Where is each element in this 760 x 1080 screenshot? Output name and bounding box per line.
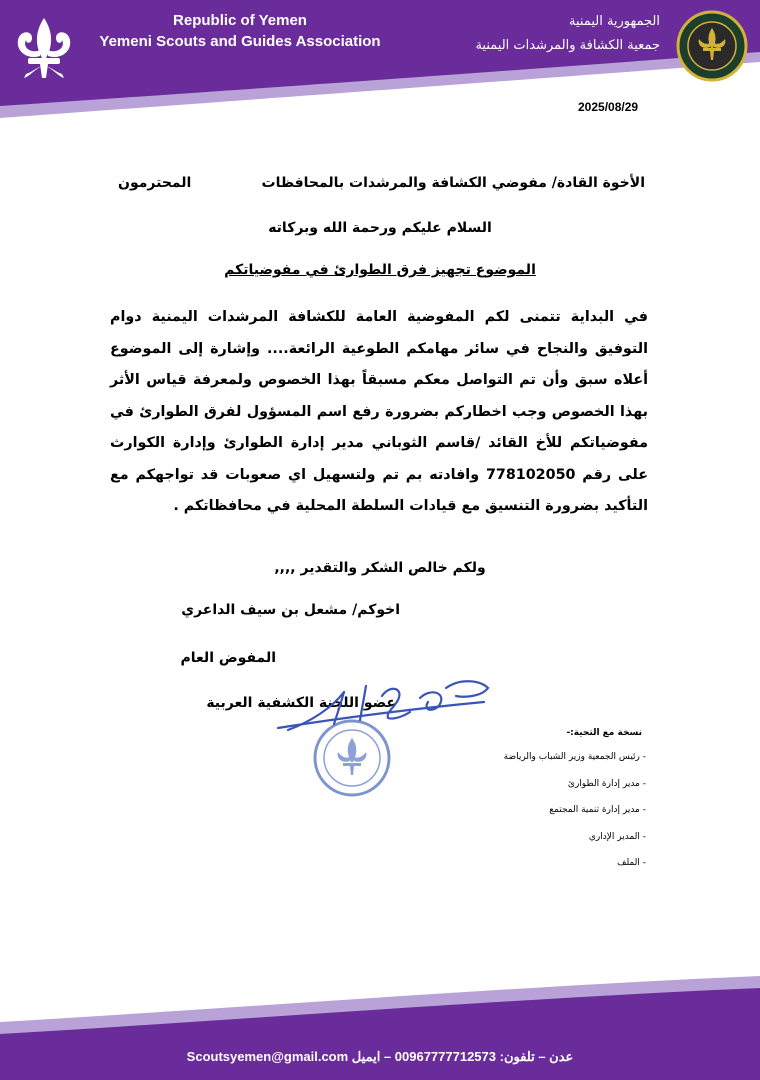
copies-list	[504, 752, 646, 885]
greeting: السلام عليكم ورحمة الله وبركاته	[268, 220, 492, 236]
org-en-line2: Yemeni Scouts and Guides Association	[99, 33, 381, 50]
org-ar-line2: جمعية الكشافة والمرشدات اليمنية	[475, 38, 660, 53]
org-ar-line1: الجمهورية اليمنية	[568, 14, 660, 29]
organization-name-arabic	[475, 10, 660, 58]
association-emblem-icon	[676, 10, 748, 82]
signatory-membership: عضو اللجنة الكشفية العربية	[206, 695, 396, 711]
letter-date: 2025/08/29	[578, 100, 639, 114]
list-item: - المدير الإداري	[588, 831, 646, 842]
letter-body: في البداية تتمنى لكم المفوضية العامة للكشافة المرشدات اليمنية دوام التوفيق والنجاح في سائر مهامكم الطوعية الرائعة.... وإشارة إلى الموضوع أعلاه سبق وأن تم التواصل معكم مسبقاً بهذا الخصوص ولمعرفة قياس الأثر بهذا الخصوص وجب اخطاركم بضرورة رفع اسم المسؤول لفرق الطوارئ في مفوضياتكم للأخ القائد /قاسم الثوباني مدير إدارة الطوارئ وإدارة الكوارث على رقم 778102050 وافادته بم تم ولتسهيل اي صعوبات قد تواجهكم مع التأكيد بضرورة التنسيق مع قيادات السلطة المحلية في محافظاتكم .	[110, 309, 649, 514]
signatory-title: المفوض العام	[180, 650, 276, 666]
letterhead-header	[0, 0, 760, 118]
contact-info: عدن – تلفون: 00967777712573 – ايميل Scoutsyemen@gmail.com	[186, 1049, 574, 1064]
list-item: - رئيس الجمعية وزير الشباب والرياضة	[503, 752, 646, 762]
org-en-line1: Republic of Yemen	[173, 12, 307, 29]
subject-text: الموضوع تجهيز فرق الطوارئ في مفوضياتكم	[224, 262, 536, 278]
list-item: - مدير إدارة الطوارئ	[567, 778, 646, 789]
addressee-line: الأخوة القادة/ مفوضي الكشافة والمرشدات بالمحافظات	[261, 175, 645, 191]
fleur-de-lis-icon	[12, 16, 76, 82]
handwritten-signature	[270, 662, 500, 732]
closing-line: ولكم خالص الشكر والتقدير ,,,,	[274, 560, 486, 576]
list-item: - مدير إدارة تنمية المجتمع	[549, 805, 646, 815]
subject-line	[0, 262, 760, 278]
copies-heading: نسخة مع التحية:-	[566, 728, 642, 738]
list-item: - الملف	[617, 858, 646, 868]
organization-name-english	[80, 10, 400, 52]
honorific: المحترمون	[118, 175, 192, 191]
signatory-name: اخوكم/ مشعل بن سيف الداعري	[181, 602, 400, 618]
